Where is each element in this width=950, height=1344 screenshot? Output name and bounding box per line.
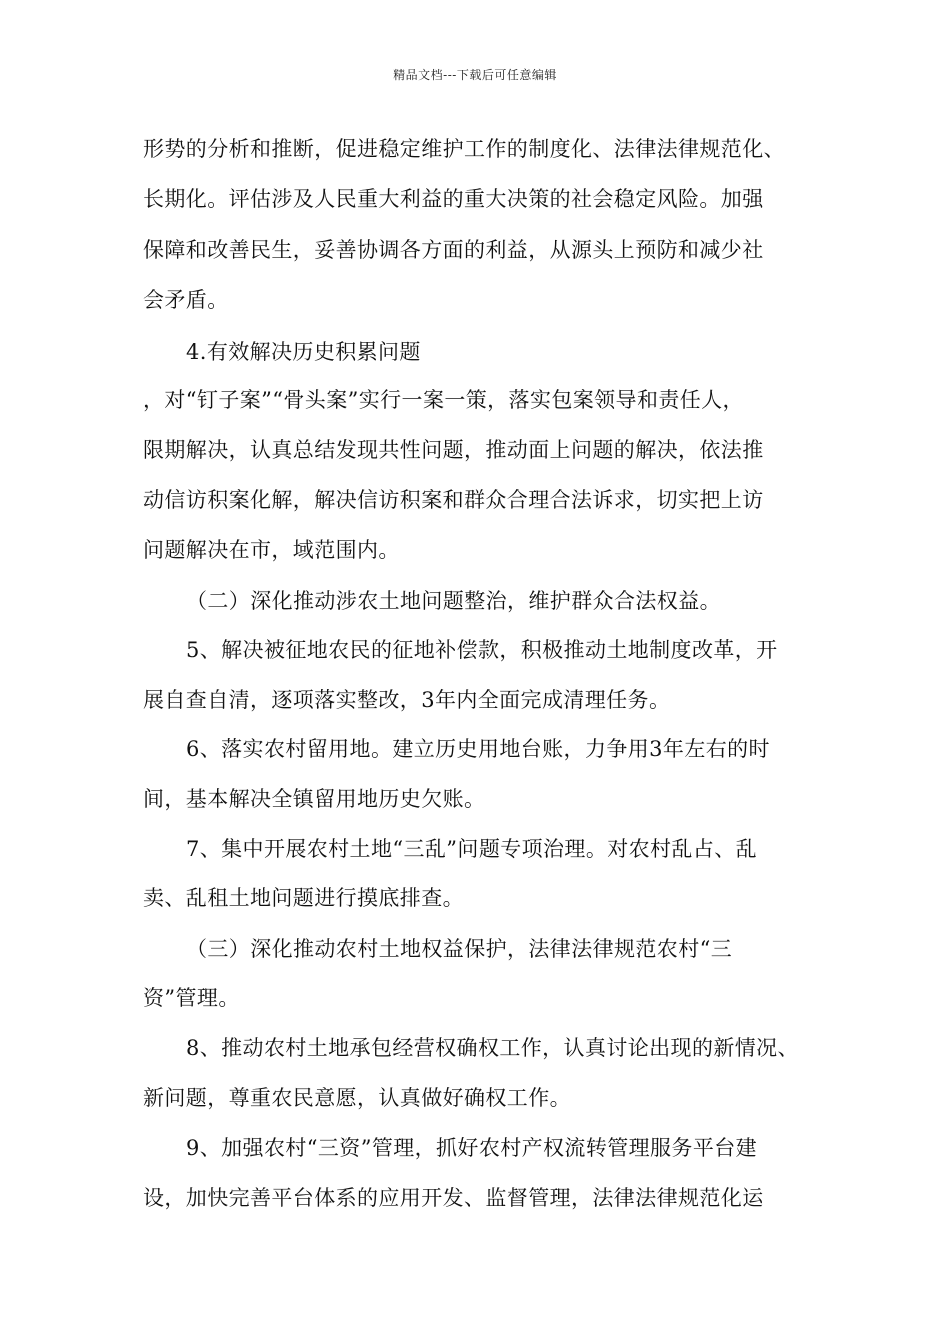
- section-heading: 4.有效解决历史积累问题: [186, 340, 421, 364]
- text-line: 5、解决被征地农民的征地补偿款，积极推动土地制度改革，开: [186, 638, 778, 662]
- text-line: 资”管理。: [143, 986, 240, 1010]
- text-line: 限期解决，认真总结发现共性问题，推动面上问题的解决，依法推: [143, 438, 764, 462]
- text-line: 9、加强农村“三资”管理，抓好农村产权流转管理服务平台建: [186, 1136, 758, 1160]
- text-line: 展自查自清，逐项落实整改，3年内全面完成清理任务。: [143, 688, 671, 712]
- text-line: 设，加快完善平台体系的应用开发、监督管理，法律法律规范化运: [143, 1186, 764, 1210]
- text-line: 卖、乱租土地问题进行摸底排查。: [143, 886, 464, 910]
- page-header: 精品文档---下载后可任意编辑: [393, 68, 557, 82]
- section-heading: （二）深化推动涉农土地问题整治，维护群众合法权益。: [186, 589, 721, 613]
- section-heading: （三）深化推动农村土地权益保护，法律法律规范农村“三: [186, 937, 733, 961]
- text-line: 问题解决在市，域范围内。: [143, 538, 400, 562]
- text-line: 会矛盾。: [143, 288, 229, 312]
- text-line: 8、推动农村土地承包经营权确权工作，认真讨论出现的新情况、: [186, 1036, 799, 1060]
- text-line: 7、集中开展农村土地“三乱”问题专项治理。对农村乱占、乱: [186, 837, 758, 861]
- text-line: 保障和改善民生，妥善协调各方面的利益，从源头上预防和减少社: [143, 238, 764, 262]
- text-line: 6、落实农村留用地。建立历史用地台账，力争用3年左右的时: [186, 737, 770, 761]
- text-line: 长期化。评估涉及人民重大利益的重大决策的社会稳定风险。加强: [143, 187, 764, 211]
- text-line: 形势的分析和推断，促进稳定维护工作的制度化、法律法律规范化、: [143, 137, 785, 161]
- text-line: 动信访积案化解，解决信访积案和群众合理合法诉求，切实把上访: [143, 488, 764, 512]
- text-line: ，对“钉子案”“骨头案”实行一案一策，落实包案领导和责任人，: [143, 388, 744, 412]
- text-line: 间，基本解决全镇留用地历史欠账。: [143, 787, 486, 811]
- text-line: 新问题，尊重农民意愿，认真做好确权工作。: [143, 1086, 571, 1110]
